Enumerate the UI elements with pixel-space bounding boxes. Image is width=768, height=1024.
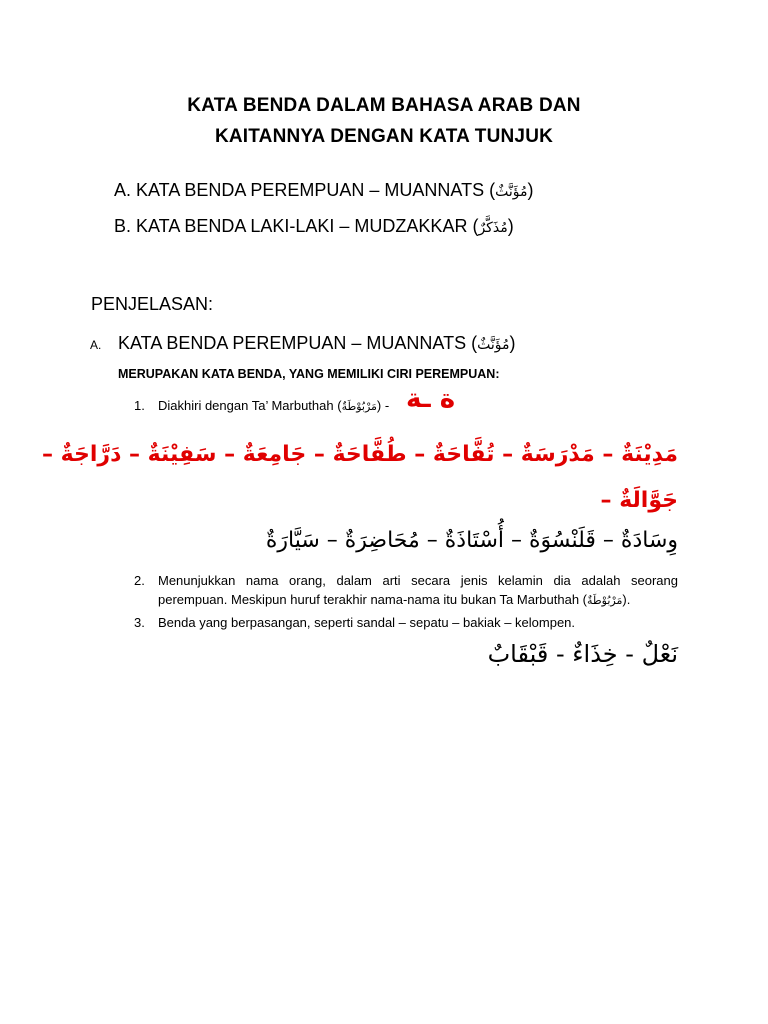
list-item-1-text: Diakhiri dengan Ta’ Marbuthah (: [158, 398, 342, 413]
list-item: [134, 571, 678, 610]
red-examples-line-1: مَدِيْنَةٌ – مَدْرَسَةٌ – تُفَّاحَةٌ – طُفَّاحَةٌ – جَامِعَةٌ – سَفِيْنَةٌ – دَرَّاجَةٌ –: [42, 442, 678, 467]
section-a-title: [118, 333, 515, 354]
section-a-title-arabic: مُؤَنَّثٌ: [477, 337, 510, 353]
outline-item-b-suffix: ): [507, 216, 514, 236]
section-a-caption: MERUPAKAN KATA BENDA, YANG MEMILIKI CIRI PEREMPUAN:: [118, 367, 500, 381]
ta-marbutah-letters: ة ـة: [406, 384, 456, 414]
list-item-3-text: Benda yang berpasangan, seperti sandal – sepatu – bakiak – kelompen.: [158, 615, 576, 630]
pair-examples-line: نَعْلٌ - خِذَاءٌ - قَبْقَابٌ: [487, 640, 678, 668]
outline-item-b: [114, 216, 514, 237]
outline-item-a: [114, 180, 533, 201]
section-a-title-text: KATA BENDA PEREMPUAN – MUANNATS (: [118, 333, 478, 353]
list-item: [134, 613, 678, 632]
outline-item-a-arabic: مُؤَنَّثٌ: [495, 184, 528, 200]
list-item-number: 2.: [134, 573, 145, 588]
section-a-marker: A.: [90, 338, 102, 352]
document-title-line-1: KATA BENDA DALAM BAHASA ARAB DAN: [187, 95, 581, 116]
outline-item-b-arabic: مُذَكَّرٌ: [478, 220, 508, 236]
red-examples-line-2: جَوَّالَةٌ –: [600, 488, 678, 513]
list-item-2-suffix: ).: [622, 592, 631, 607]
list-item-1-arabic: مَرْبُوْطَةٌ: [341, 400, 377, 413]
document-title-line-2: KAITANNYA DENGAN KATA TUNJUK: [214, 126, 554, 147]
outline-item-a-suffix: ): [527, 180, 534, 200]
explanation-heading: PENJELASAN:: [91, 294, 214, 314]
outline-item-b-text: B. KATA BENDA LAKI-LAKI – MUDZAKKAR (: [114, 216, 479, 236]
list-item-2-arabic: مَرْبُوْطَةٌ: [587, 594, 623, 607]
list-item-2-text: Menunjukkan nama orang, dalam arti secara jenis kelamin dia adalah seorang perempuan. Meskipun huruf terakhir nama-nama itu bukan Ta Marbuthah (: [158, 573, 678, 607]
list-item-number: 1.: [134, 398, 145, 413]
list-item-number: 3.: [134, 615, 145, 630]
section-a-title-suffix: ): [509, 333, 516, 353]
list-item-text: [158, 571, 678, 610]
outline-item-a-text: A. KATA BENDA PEREMPUAN – MUANNATS (: [114, 180, 496, 200]
list-item-1-suffix: ) -: [376, 398, 390, 413]
black-examples-line: وِسَادَةٌ – قَلَنْسُوَةٌ – أُسْتَاذَةٌ – مُحَاضِرَةٌ – سَيَّارَةٌ: [265, 528, 678, 553]
